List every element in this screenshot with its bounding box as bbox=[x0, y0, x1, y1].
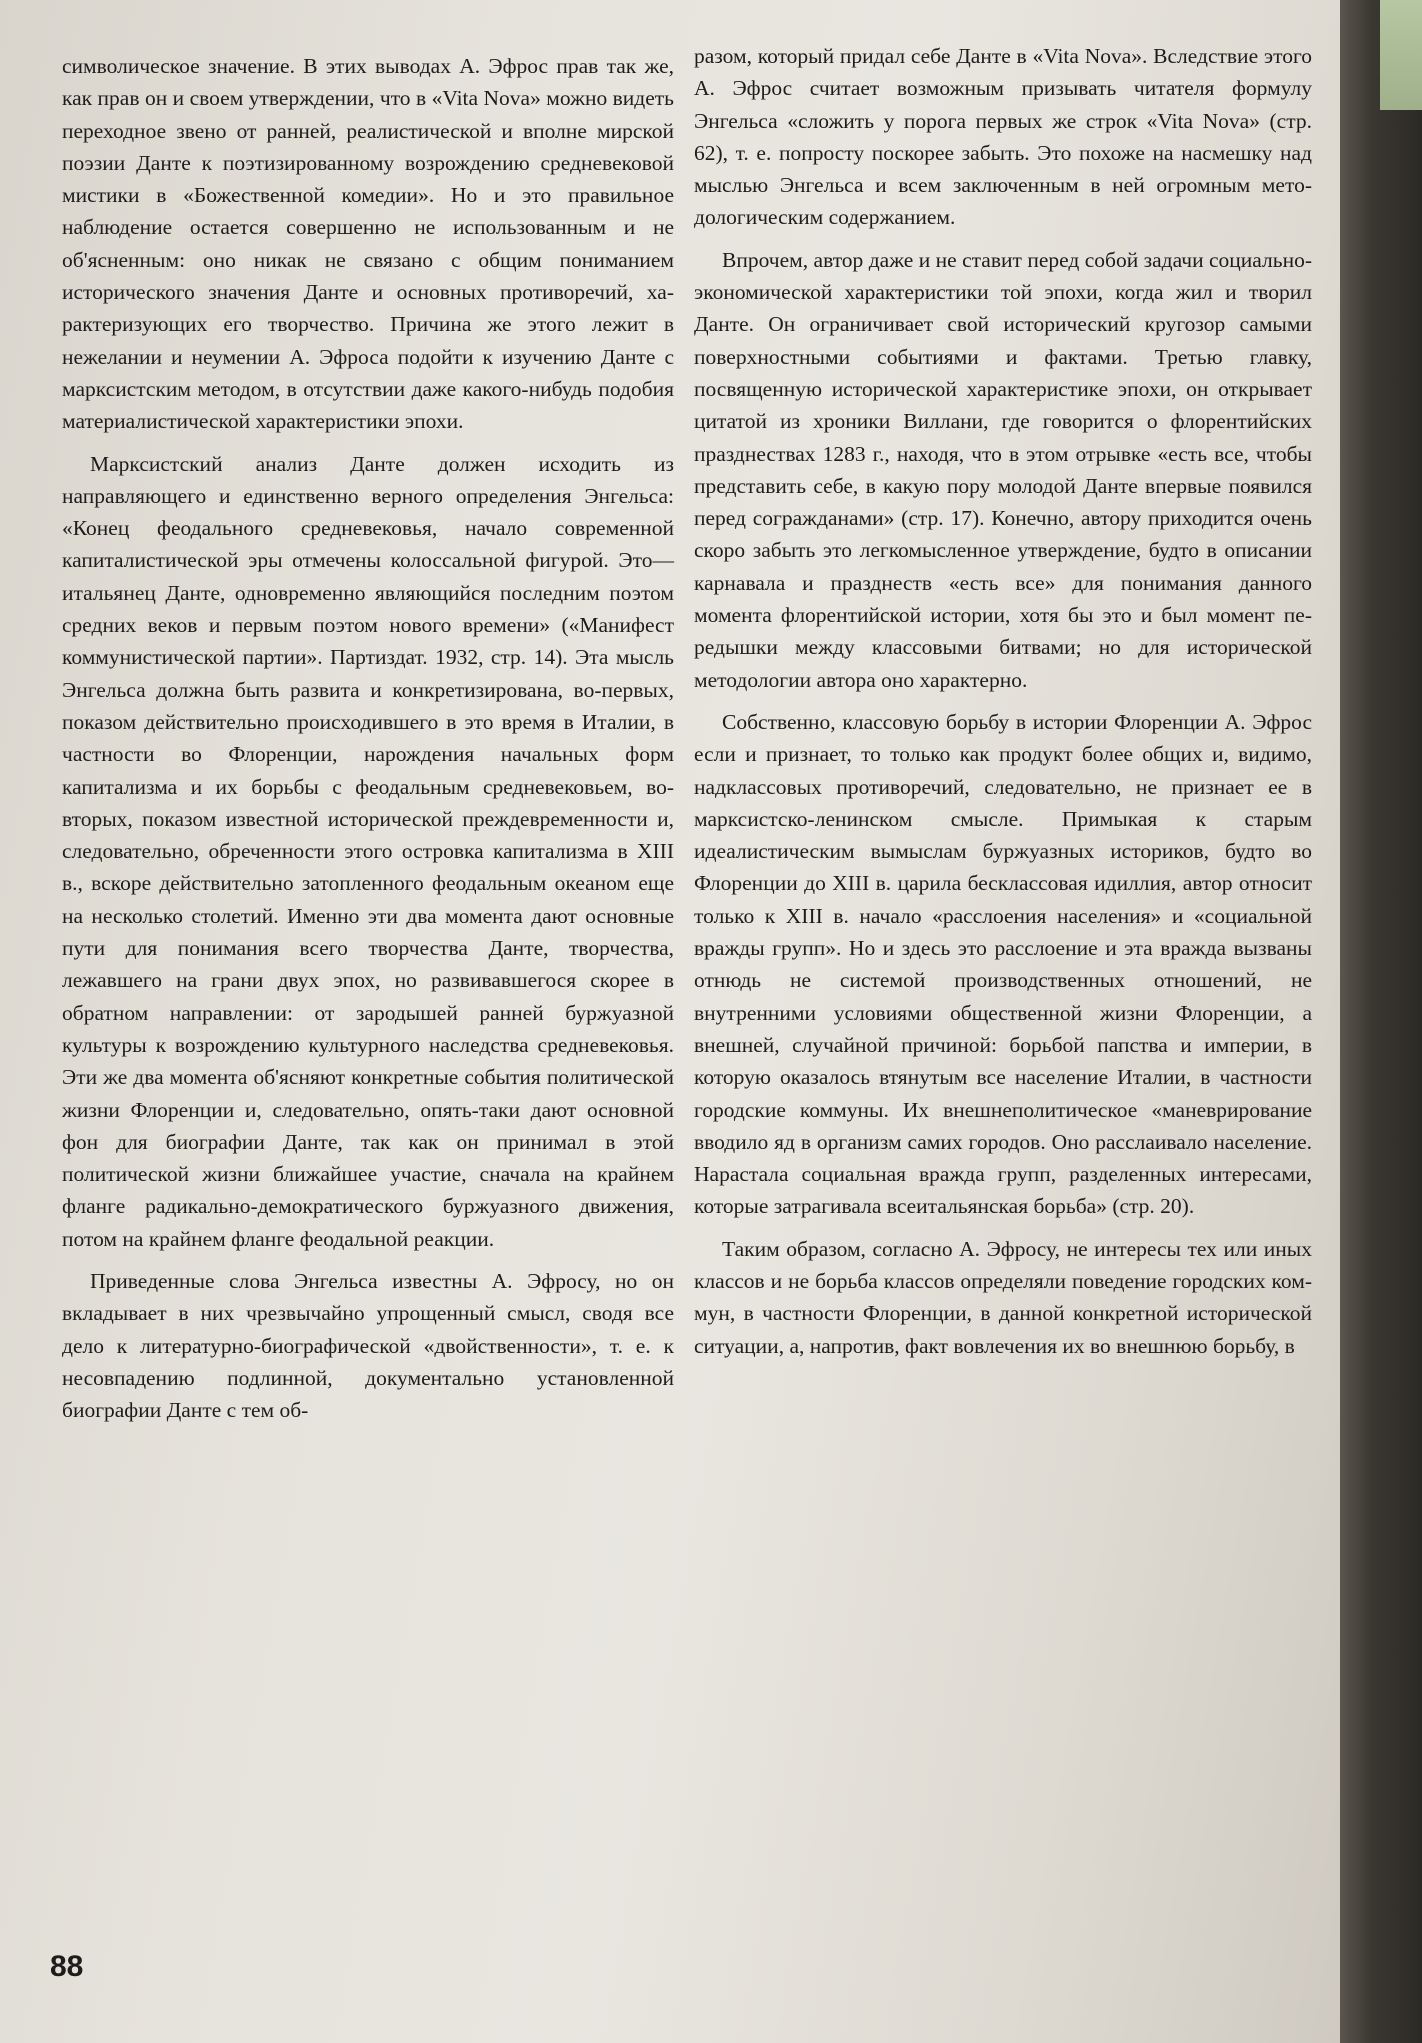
paragraph: символическое значение. В этих выводах А. Эфрос прав так же, как прав он и своем утверждении, что в «Vita Nova» можно видеть переходное звено от ранней, реалистической и вполне мирской поэзии Данте к поэтизированному возрождению средневековой мистики в «Божественной комедии». Но и это правильное наблюдение остается совершенно не использованным и не об'ясненным: оно никак не связано с общим пониманием исторического значения Данте и основных противоречий, характеризующих его творчество. Причина же этого лежит в нежелании и неумении А. Эфроса подойти к изучению Данте с марксистским методом, в отсутствии даже какого-нибудь подобия материалистической характеристики эпохи. bbox=[62, 54, 674, 434]
page-number: 88 bbox=[50, 1950, 84, 1983]
paragraph: разом, который придал себе Данте в «Vita Nova». Вследствие этого А. Эфрос считает возможным призывать читателя формулу Энгельса «сложить у порога первых же строк «Vita Nova» (стр. 62), т. е. попросту поскорее забыть. Это похоже на насмешку над мыслью Энгельса и всем заключенным в ней огромным методологическим содержанием. bbox=[694, 44, 1312, 230]
paragraph: Впрочем, автор даже и не ставит перед собой задачи социально-экономической характеристики той эпохи, когда жил и творил Данте. Он ограничивает свой исторический кругозор самыми поверхностными событиями и фактами. Третью главку, посвященную исторической характеристике эпохи, он открывает цитатой из хроники Виллани, где говорится о флорентийских празднествах 1283 г., находя, что в этом отрывке «есть все, чтобы представить себе, в какую пору молодой Данте впервые появился перед согражданами» (стр. 17). Конечно, автору приходится очень скоро забыть это легкомысленное утверждение, будто в описании карнавала и празднеств «есть все» для понимания данного момента флорентийской истории, хотя бы это и был момент передышки между классовыми битвами; но для исторической методологии автора оно характерно. bbox=[694, 247, 1312, 692]
paragraph: Приведенные слова Энгельса известны А. Эфросу, но он вкладывает в них чрезвычайно упрощенный смысл, сводя все дело к литературно-биографической «двойственности», т. е. к несовпадению подлинной, документально установленной биографии Данте с тем об- bbox=[62, 1268, 674, 1423]
paragraph: Таким образом, согласно А. Эфросу, не интересы тех или иных классов и не борьба классов определяли поведение городских коммун, в частности Флоренции, в данной конкретной исторической ситуации, а, напротив, факт вовлечения их во внешнюю борьбу, в bbox=[694, 1236, 1312, 1358]
left-column bbox=[62, 50, 674, 1436]
right-column bbox=[694, 40, 1312, 1372]
next-page-edge bbox=[1380, 0, 1422, 110]
paragraph: Марксистский анализ Данте должен исходить из направляющего и единственно верного определения Энгельса: «Конец феодального средневековья, начало современной капиталистической эры отмечены колоссальной фигурой. Это—итальянец Данте, одновременно являющийся последним поэтом средних веков и первым поэтом нового времени» («Манифест коммунистической партии». Партиздат. 1932, стр. 14). Эта мысль Энгельса должна быть развита и конкретизирована, во-первых, показом действительно происходившего в это время в Италии, в частности во Флоренции, нарождения начальных форм капитализма и их борьбы с феодальным средневековьем, во-вторых, показом известной исторической преждевременности и, следовательно, обреченности этого островка капитализма в XIII в., вскоре действительно затопленного феодальным океаном еще на несколько столетий. Именно эти два момента дают основные пути для понимания всего творчества Данте, творчества, лежавшего на грани двух эпох, но развивавшегося скорее в обратном направлении: от зародышей ранней буржуазной культуры к возрождению культурного наследства средневековья. Эти же два момента об'ясняют конкретные события политической жизни Флоренции и, следовательно, опять-таки дают основной фон для биографии Данте, так как он принимал в этой политической жизни ближайшее участие, сначала на крайнем фланге радикально-демократического буржуазного движения, потом на крайнем фланге феодальной реакции. bbox=[62, 451, 674, 1251]
paragraph: Собственно, классовую борьбу в истории Флоренции А. Эфрос если и признает, то только как продукт более общих и, видимо, надклассовых противоречий, следовательно, не признает ее в марксистско-ленинском смысле. Примыкая к старым идеалистическим вымыслам буржуазных историков, будто во Флоренции до XIII в. царила бесклассовая идиллия, автор относит только к XIII в. начало «расслоения населения» и «социальной вражды групп». Но и здесь это расслоение и эта вражда вызваны отнюдь не системой производственных отношений, не внутренними условиями общественной жизни Флоренции, а внешней, случайной причиной: борьбой папства и империи, в которую оказалось втянутым все население Италии, в частности городские коммуны. Их внешнеполитическое «маневрирование вводило яд в организм самих городов. Оно расслаивало население. Нарастала социальная вражда групп, разделенных интересами, которые затрагивала всеитальянская борьба» (стр. 20). bbox=[694, 709, 1312, 1219]
book-spine-shadow bbox=[1340, 0, 1422, 2043]
